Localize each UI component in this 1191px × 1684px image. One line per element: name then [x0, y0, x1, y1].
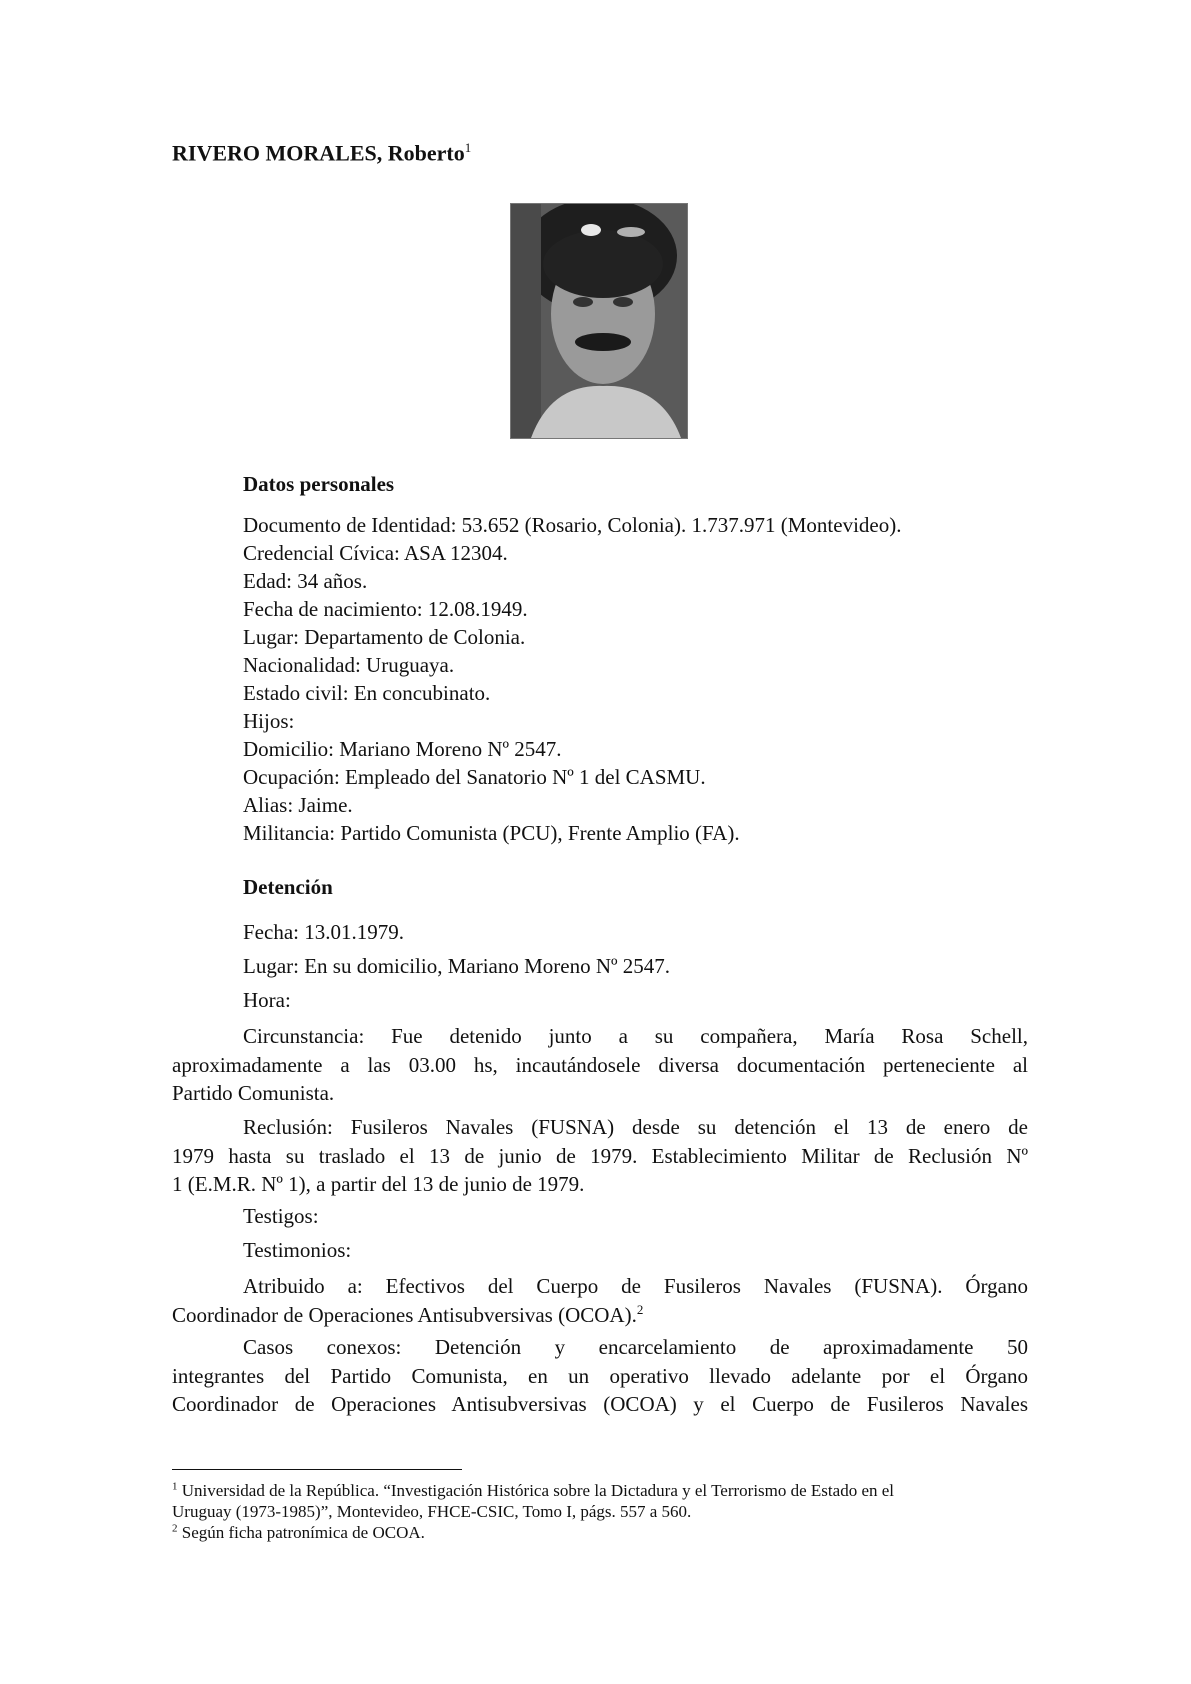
footnote-text: Universidad de la República. “Investigación Histórica sobre la Dictadura y el Terrorismo de Estado en el — [181, 1481, 895, 1500]
paragraph-line: 1979 hasta su traslado el 13 de junio de 1979. Establecimiento Militar de Reclusión Nº — [172, 1143, 1028, 1168]
detention-section — [243, 873, 333, 901]
list-item: Lugar: Departamento de Colonia. — [243, 625, 526, 649]
list-item: Domicilio: Mariano Moreno Nº 2547. — [243, 737, 562, 761]
detention-date: Fecha: 13.01.1979. — [243, 920, 404, 944]
paragraph-line: 1 (E.M.R. Nº 1), a partir del 13 de junio de 1979. — [172, 1172, 585, 1196]
list-item: Fecha de nacimiento: 12.08.1949. — [243, 597, 528, 621]
person-name: RIVERO MORALES, Roberto — [172, 140, 465, 166]
footnote-1-line: Uruguay (1973-1985)”, Montevideo, FHCE-CSIC, Tomo I, págs. 557 a 560. — [172, 1502, 692, 1521]
footnote-ref-1: 1 — [464, 140, 472, 155]
paragraph-related-cases — [172, 1333, 1028, 1419]
detention-time: Hora: — [243, 988, 291, 1012]
personal-data-list — [243, 511, 901, 847]
section-heading-personal: Datos personales — [243, 472, 395, 496]
page-title — [172, 140, 471, 166]
paragraph-line: aproximadamente a las 03.00 hs, incautándosele diversa documentación perteneciente al — [172, 1052, 1028, 1077]
paragraph-line: Circunstancia: Fue detenido junto a su compañera, María Rosa Schell, — [243, 1024, 1028, 1048]
list-item: Ocupación: Empleado del Sanatorio Nº 1 del CASMU. — [243, 765, 706, 789]
list-item: Hijos: — [243, 709, 295, 733]
list-item: Militancia: Partido Comunista (PCU), Frente Amplio (FA). — [243, 821, 740, 845]
paragraph-line: Reclusión: Fusileros Navales (FUSNA) desde su detención el 13 de enero de — [243, 1115, 1028, 1139]
witnesses-label: Testigos: — [243, 1204, 319, 1228]
list-item: Edad: 34 años. — [243, 569, 368, 593]
paragraph-line: Coordinador de Operaciones Antisubversivas (OCOA) y el Cuerpo de Fusileros Navales — [172, 1392, 1028, 1416]
footnote-text: Según ficha patronímica de OCOA. — [181, 1523, 425, 1542]
portrait-photo-icon — [511, 204, 687, 438]
paragraph-circumstance — [172, 1022, 1028, 1108]
paragraph-line-text: Coordinador de Operaciones Antisubversivas (OCOA). — [172, 1302, 637, 1327]
list-item: Documento de Identidad: 53.652 (Rosario, Colonia). 1.737.971 (Montevideo). — [243, 513, 902, 537]
footnote-2-line — [172, 1522, 1028, 1543]
list-item: Alias: Jaime. — [243, 793, 353, 817]
footnotes — [172, 1480, 1028, 1543]
paragraph-reclusion — [172, 1113, 1028, 1199]
footnote-mark-1: 1 — [172, 1480, 178, 1493]
paragraph-line: integrantes del Partido Comunista, en un operativo llevado adelante por el Órgano — [172, 1363, 1028, 1388]
list-item: Nacionalidad: Uruguaya. — [243, 653, 455, 677]
paragraph-attributed — [172, 1272, 1028, 1329]
list-item: Estado civil: En concubinato. — [243, 681, 491, 705]
section-heading-detention: Detención — [243, 875, 333, 899]
footnote-ref-2: 2 — [636, 1301, 644, 1317]
testimonies-label: Testimonios: — [243, 1238, 352, 1262]
footnote-separator — [172, 1469, 462, 1470]
paragraph-line: Atribuido a: Efectivos del Cuerpo de Fusileros Navales (FUSNA). Órgano — [243, 1274, 1028, 1298]
personal-data-section — [243, 470, 394, 498]
portrait-photo — [510, 203, 688, 439]
paragraph-line: Partido Comunista. — [172, 1081, 335, 1105]
footnote-1-line — [172, 1480, 1028, 1501]
footnote-mark-2: 2 — [172, 1522, 178, 1535]
list-item: Credencial Cívica: ASA 12304. — [243, 541, 508, 565]
detention-place: Lugar: En su domicilio, Mariano Moreno Nº 2547. — [243, 954, 671, 978]
paragraph-line: Casos conexos: Detención y encarcelamiento de aproximadamente 50 — [243, 1335, 1028, 1359]
paragraph-line — [172, 1301, 1028, 1330]
